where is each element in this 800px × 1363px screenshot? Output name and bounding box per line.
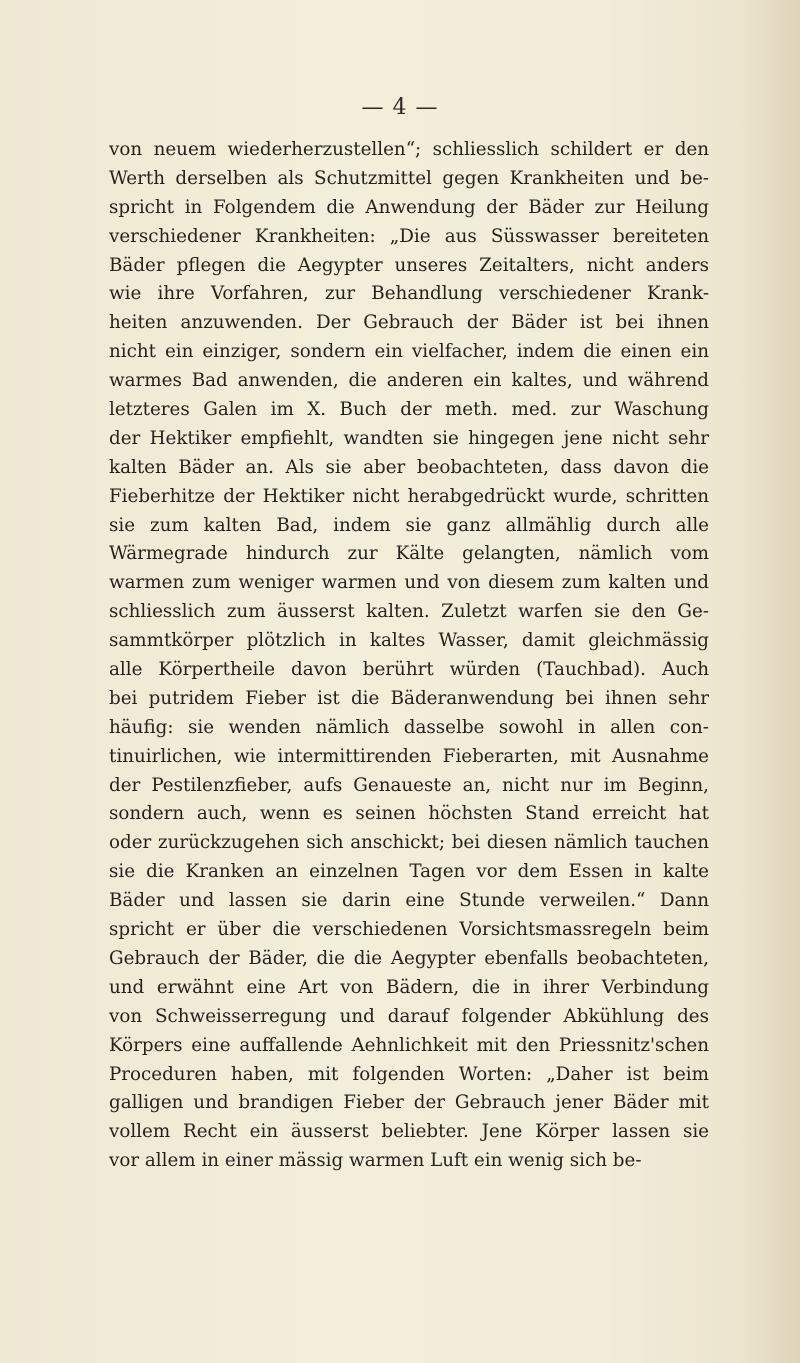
text-line: galligen und brandigen Fieber der Gebrauch jener Bäder mit [109,1092,709,1114]
body-text [109,136,709,1176]
text-line: oder zurückzugehen sich anschickt; bei diesen nämlich tauchen [109,832,709,854]
text-line: bei putridem Fieber ist die Bäderanwendung bei ihnen sehr [109,687,709,709]
text-line: vor allem in einer mässig warmen Luft ein wenig sich be- [109,1150,642,1172]
text-line: Bäder pflegen die Aegypter unseres Zeitalters, nicht anders [109,254,709,276]
text-line: von Schweisserregung und darauf folgender Abkühlung des [109,1005,709,1027]
text-line: Werth derselben als Schutzmittel gegen Krankheiten und be- [109,167,709,189]
text-line: schliesslich zum äusserst kalten. Zuletzt warfen sie den Ge- [109,601,709,623]
text-line: häufig: sie wenden nämlich dasselbe sowohl in allen con- [109,716,709,738]
text-line: heiten anzuwenden. Der Gebrauch der Bäder ist bei ihnen [109,312,709,334]
text-line: spricht in Folgendem die Anwendung der Bäder zur Heilung [109,196,709,218]
text-line: warmes Bad anwenden, die anderen ein kaltes, und während [109,370,709,392]
text-line: alle Körpertheile davon berührt würden (Tauchbad). Auch [109,659,709,681]
page-number: — 4 — [361,95,439,120]
text-line: Fieberhitze der Hektiker nicht herabgedrückt wurde, schritten [109,485,709,507]
text-line: sondern auch, wenn es seinen höchsten Stand erreicht hat [109,803,709,825]
text-line: von neuem wiederherzustellen“; schliesslich schildert er den [109,139,709,160]
text-line: Gebrauch der Bäder, die die Aegypter ebenfalls beobachteten, [109,947,709,969]
text-line: verschiedener Krankheiten: „Die aus Süsswasser bereiteten [109,225,709,247]
text-line: Bäder und lassen sie darin eine Stunde verweilen.“ Dann [109,890,709,912]
page-edge-shadow [740,0,800,1363]
text-line: Wärmegrade hindurch zur Kälte gelangten, nämlich vom [109,543,709,565]
text-line: spricht er über die verschiedenen Vorsichtsmassregeln beim [109,919,709,941]
text-line: kalten Bäder an. Als sie aber beobachteten, dass davon die [109,456,709,478]
text-line: letzteres Galen im X. Buch der meth. med. zur Waschung [109,399,709,421]
text-line: Proceduren haben, mit folgenden Worten: „Daher ist beim [109,1063,709,1085]
text-line: wie ihre Vorfahren, zur Behandlung verschiedener Krank- [109,283,709,305]
text-line: der Pestilenzfieber, aufs Genaueste an, nicht nur im Beginn, [109,774,709,796]
text-line: nicht ein einziger, sondern ein vielfacher, indem die einen ein [109,341,709,363]
text-line: sie die Kranken an einzelnen Tagen vor dem Essen in kalte [109,861,709,883]
text-line: vollem Recht ein äusserst beliebter. Jene Körper lassen sie [109,1121,709,1143]
text-line: und erwähnt eine Art von Bädern, die in ihrer Verbindung [109,976,709,998]
text-line: sammtkörper plötzlich in kaltes Wasser, damit gleichmässig [109,630,709,652]
text-line: tinuirlichen, wie intermittirenden Fieberarten, mit Ausnahme [109,745,709,767]
text-line: warmen zum weniger warmen und von diesem zum kalten und [109,572,709,594]
text-line: Körpers eine auffallende Aehnlichkeit mit den Priessnitz'schen [109,1034,709,1056]
text-line: der Hektiker empfiehlt, wandten sie hingegen jene nicht sehr [109,427,709,449]
text-line: sie zum kalten Bad, indem sie ganz allmählig durch alle [109,514,709,536]
